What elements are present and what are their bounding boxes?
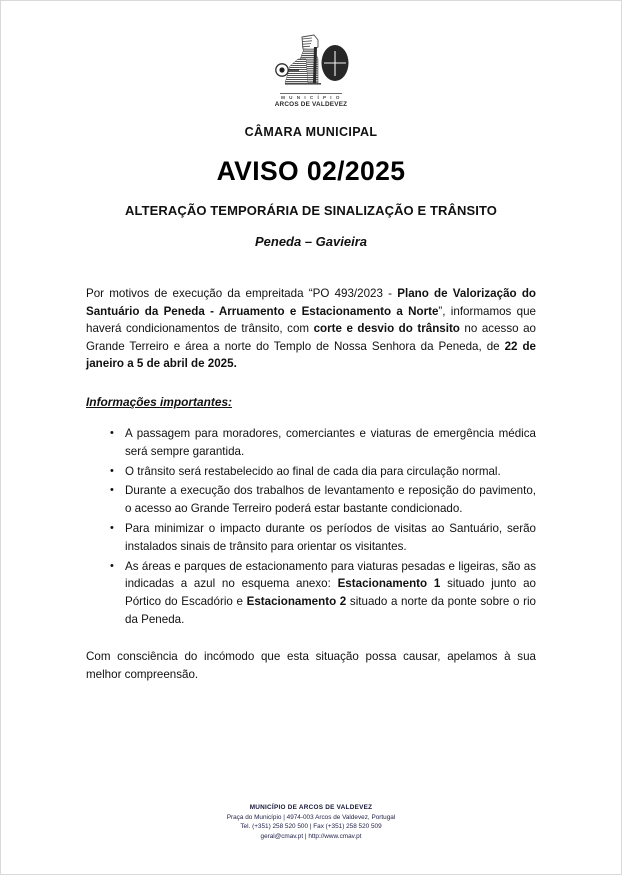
list-item: • A passagem para moradores, comerciantes e viaturas de emergência médica será sempre garantida. <box>86 425 536 461</box>
footer-municipality-name: MUNICÍPIO DE ARCOS DE VALDEVEZ <box>249 804 373 811</box>
document-header <box>1 1 621 249</box>
intro-paragraph: Por motivos de execução da empreitada “PO 493/2023 - Plano de Valorização do Santuário da Peneda - Arruamento e Estacionamento a Norte”, informamos que haverá condicionamentos de trânsito, com corte e desvio do trânsito no acesso ao Grande Terreiro e área a norte do Templo de Nossa Senhora da Peneda, de 22 de janeiro a 5 de abril de 2025. <box>86 287 536 371</box>
organization-name: CÂMARA MUNICIPAL <box>244 125 378 139</box>
coat-of-arms-icon <box>268 33 354 91</box>
footer-contacts: Tel. (+351) 258 520 500 | Fax (+351) 258 520 509 <box>240 823 382 830</box>
list-item: • Para minimizar o impacto durante os períodos de visitas ao Santuário, serão instalados sinais de trânsito para orientar os visitantes. <box>86 520 536 556</box>
footer-web: geral@cmav.pt | http://www.cmav.pt <box>260 832 362 840</box>
list-item: • O trânsito será restabelecido ao final de cada dia para circulação normal. <box>86 463 536 481</box>
document-body <box>86 285 536 683</box>
list-item: • As áreas e parques de estacionamento para viaturas pesadas e ligeiras, são as indicadas a azul no esquema anexo: Estacionamento 1 situado junto ao Pórtico do Escadório e Estacionamento 2 situado a norte da ponte sobre o rio da Peneda. <box>86 558 536 629</box>
list-item: • Durante a execução dos trabalhos de levantamento e reposição do pavimento, o acesso ao Grande Terreiro poderá estar bastante condicionado. <box>86 482 536 518</box>
document-footer <box>1 803 621 841</box>
closing-paragraph: Com consciência do incómodo que esta situação possa causar, apelamos à sua melhor compreensão. <box>86 649 536 681</box>
logo-caption-bottom: ARCOS DE VALDEVEZ <box>274 101 348 108</box>
section-heading-important-info: Informações importantes: <box>86 394 233 409</box>
notice-location: Peneda – Gavieira <box>254 234 367 249</box>
municipality-logo <box>259 33 363 109</box>
page-title: AVISO 02/2025 <box>216 156 406 186</box>
footer-address: Praça do Município | 4974-003 Arcos de Valdevez, Portugal <box>226 813 396 821</box>
notice-subtitle: ALTERAÇÃO TEMPORÁRIA DE SINALIZAÇÃO E TRÂNSITO <box>125 203 497 218</box>
logo-caption-top: M U N I C Í P I O <box>281 95 341 100</box>
logo-divider <box>280 93 342 94</box>
important-info-list <box>86 425 536 629</box>
